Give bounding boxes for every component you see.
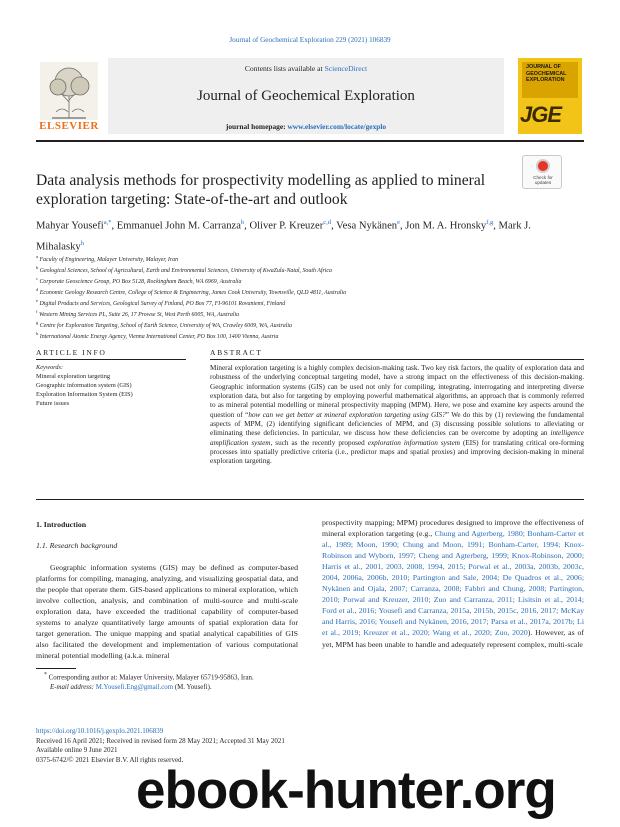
elsevier-logo[interactable] (36, 60, 102, 132)
article-title: Data analysis methods for prospectivity modelling as applied to mineral exploration targeting: State-of-the-art and outlook (36, 172, 486, 208)
abstract-part: (EIS) for translating critical ore-forming processes into spatially predictive criteria (i.e., predictor maps and spatial proxies) and improving decision-making in mineral exploration targeting. (210, 438, 584, 466)
copyright-line: 0375-6742/© 2021 Elsevier B.V. All rights reserved. (36, 755, 184, 764)
elsevier-tree-icon (40, 62, 98, 120)
affiliation-key: f (36, 309, 38, 315)
author-sep: , (111, 220, 117, 232)
received-dates: Received 16 April 2021; Received in revised form 28 May 2021; Accepted 31 May 2021 (36, 736, 285, 745)
author-sup[interactable]: c,d (323, 219, 332, 226)
homepage-link[interactable]: www.elsevier.com/locate/gexplo (287, 122, 387, 131)
masthead-rule (36, 140, 584, 142)
affiliation-text: Corporate Geoscience Group, PO Box 5128, Rockingham Beach, WA 6969, Australia (39, 279, 242, 286)
abstract-bottom-rule (36, 499, 584, 500)
journal-title[interactable]: Journal of Geochemical Exploration (197, 88, 415, 104)
abstract-question: how can we get better at mineral exploration targeting using GIS? (248, 410, 446, 419)
author-sep: , (331, 220, 337, 232)
affiliation-key: a (36, 254, 38, 259)
cover-title: JOURNAL OF GEOCHEMICAL EXPLORATION (526, 64, 567, 84)
affiliation-item (36, 319, 584, 330)
email-label: E-mail address: (50, 684, 96, 692)
footnote-rule (36, 668, 76, 669)
intro-right-paragraph (322, 517, 584, 650)
author-name[interactable]: Oliver P. Kreuzer (249, 220, 324, 232)
affiliation-item (36, 308, 584, 319)
sciencedirect-link[interactable]: ScienceDirect (324, 64, 368, 73)
abstract-part: Mineral exploration targeting is a highly complex decision-making task. Two key risk factors, the quality of exploration data and robustness of the underlying conceptual targeting model, have a strong impact on the effectiveness of this decision-making. Geographic information systems (GIS) can be used not only for compiling, integrating, interrogating and interpreting diverse exploration data, but also for targeting by employing powerful mathematical algorithms, an approach that is commonly referred to as mineral potential modelling or mineral prospectivity mapping (MPM). Here, we pose and examine key aspects around the question of “ (210, 364, 584, 419)
keyword-item: Geographic information system (GIS) (36, 381, 132, 389)
author-name[interactable]: Emmanuel John M. Carranza (116, 220, 241, 232)
affiliation-item (36, 264, 584, 275)
crossmark-label (523, 175, 563, 186)
cover-abbrev: JGE (520, 102, 562, 127)
footnote-line (36, 671, 298, 683)
footnote-text: Corresponding author at: Malayer University, Malayer 65719-95863, Iran. (46, 674, 254, 682)
crossmark-label-2: updates (534, 180, 552, 186)
homepage-line (108, 122, 504, 131)
keywords-block (36, 364, 196, 409)
author-name[interactable]: Vesa Nykänen (336, 220, 398, 232)
crossmark-label-1: Check for (533, 175, 553, 180)
abstract-part: , such as the recently proposed (270, 438, 368, 447)
available-online: Available online 9 June 2021 (36, 746, 118, 755)
citation-links[interactable]: Chung and Agterberg, 1980; Bonham-Carter et al., 1989; Moon, 1990; Chung and Moon, 1991; Bonham-Carter, 1994; Knox-Robinson and Wyborn, 1997; Cheng and Agterberg, 1999; Knox-Robinson, 2000; Harris et al., 2001, 2003, 2008, 1994, 2015; Porwal et al., 2003a, 2003b, 2003c, 2004, 2006a, 2006b, 2010; Partington and Sale, 2004; De Quadros et al., 2006; Nykänen and Ojala, 2007; Carranza, 2008; Fabbri and Chung, 2008; Partington, 2010; Porwal and Kreuzer, 2010; Zuo and Carranza, 2011; Lisitsin et al., 2014; Ford et al., 2016; Yousefi and Carranza, 2015a, 2015b, 2015c, 2016, 2017; McKay and Harris, 2016; Yousefi and Nykänen, 2016, 2017; Parsa et al., 2017a, 2017b; Li et al., 2019; Kreuzer et al., 2020; Wang et al., 2020; Zuo, 2020 (322, 529, 584, 638)
author-sep: , (493, 220, 499, 232)
crossmark-button[interactable] (522, 155, 562, 189)
intro-left-paragraph: Geographic information systems (GIS) may be defined as computer-based platforms for compiling, managing, analyzing, and visualizing geospatial data, and the people that operate them. GIS-based applications to mineral exploration, which involve collection, analysis, and combination of multi-source and multi-scale exploration data, have exceeded the traditional capability of computer-based systems to analyze quantitatively large amounts of spatial exploration data for target generation. The unique mapping and spatial analytical capabilities of GIS also facilitated the development and implementation of various computational mineral potential modelling (a.k.a. mineral (36, 563, 298, 661)
journal-cover[interactable] (518, 58, 582, 134)
homepage-prefix: journal homepage: (225, 122, 288, 131)
elsevier-wordmark: ELSEVIER (39, 120, 99, 132)
intro-right-text: ). However, as of yet, MPM has been unable to handle and adequately represent complex, multi-scale (322, 628, 584, 649)
affiliation-list (36, 253, 584, 342)
affiliation-text: Digital Products and Services, Geological Survey of Finland, PO Box 77, FI-96101 Rovaniemi, Finland (39, 301, 286, 308)
affiliation-text: Economic Geology Research Centre, College of Science & Engineering, James Cook University, Townsville, QLD 4811, Australia (39, 290, 347, 297)
author-sep: , (399, 220, 406, 232)
section-heading: 1. Introduction (36, 520, 87, 529)
abstract-emphasis: intelligence amplification system (210, 429, 584, 447)
affiliation-item (36, 286, 584, 297)
affiliation-key: h (36, 331, 39, 337)
affiliation-text: Western Mining Services PL, Suite 26, 17 Prowse St, West Perth 6005, WA, Australia (38, 312, 240, 319)
author-sup[interactable]: a,* (103, 219, 112, 226)
affiliation-text: Geological Sciences, School of Agricultural, Earth and Environmental Sciences, University of KwaZulu-Natal, South Africa (39, 268, 332, 275)
abstract-text (210, 364, 584, 467)
abstract-heading: ABSTRACT (210, 348, 263, 357)
email-line (36, 683, 298, 693)
author-sup[interactable]: b (240, 219, 245, 226)
affiliation-key: e (36, 298, 38, 304)
author-sup[interactable]: f,g (486, 219, 494, 226)
email-suffix: (M. Yousefi). (173, 684, 212, 692)
subsection-heading: 1.1. Research background (36, 541, 118, 550)
keywords-heading: Keywords: (36, 364, 64, 371)
affiliation-text: Centre for Exploration Targeting, School of Earth Science, University of WA, Crawley 6009, WA, Australia (39, 323, 292, 330)
affiliation-item (36, 297, 584, 308)
crossmark-icon (536, 159, 550, 173)
keyword-item: Mineral exploration targeting (36, 372, 111, 380)
author-sup[interactable]: e (397, 219, 400, 226)
keyword-item: Future issues (36, 399, 70, 407)
author-name[interactable]: Jon M. A. Hronsky (405, 220, 487, 232)
running-head[interactable]: Journal of Geochemical Exploration 229 (2021) 106839 (229, 36, 391, 44)
author-list (36, 214, 556, 255)
affiliation-text: International Atomic Energy Agency, Vienna International Center, PO Box 100, 1400 Vienna, Austria (39, 334, 279, 341)
intro-right-text: prospectivity mapping; MPM) procedures designed to improve the effectiveness of mineral exploration targeting (e.g., (322, 518, 584, 539)
affiliation-key: b (36, 265, 39, 271)
author-name[interactable]: Mark J. Mihalasky (36, 220, 531, 253)
author-name[interactable]: Mahyar Yousefi (36, 220, 104, 232)
email-link[interactable]: M.Yousefi.Eng@gmail.com (95, 684, 174, 692)
affiliation-item (36, 330, 584, 341)
contents-line (108, 64, 504, 73)
affiliation-key: d (36, 287, 39, 293)
watermark: ebook-hunter.org (136, 761, 556, 820)
footnote-marker: * (44, 672, 47, 678)
affiliation-text: Faculty of Engineering, Malayer University, Malayer, Iran (39, 256, 179, 263)
affiliation-key: c (36, 276, 38, 282)
contents-prefix: Contents lists available at (244, 64, 325, 73)
article-info-rule (36, 359, 186, 360)
doi-link[interactable]: https://doi.org/10.1016/j.gexplo.2021.106839 (36, 727, 164, 735)
author-sup[interactable]: h (80, 239, 84, 247)
author-sep: , (244, 220, 250, 232)
abstract-part: ” We do this by (1) reviewing the fundamental aspects of MPM, (2) identifying significant deficiencies of MPM, and (3) discussing possible solutions to alleviating or eliminating these deficiencies. In particular, we discuss how these deficiencies can be overcome by adopting an (210, 410, 584, 438)
affiliation-item (36, 253, 584, 264)
affiliation-key: g (36, 320, 39, 326)
corresponding-author-footnote (36, 671, 298, 693)
article-info-heading: ARTICLE INFO (36, 348, 107, 357)
abstract-rule (210, 359, 584, 360)
abstract-emphasis: exploration information system (367, 438, 460, 447)
affiliation-item (36, 275, 584, 286)
keyword-item: Exploration Information System (EIS) (36, 390, 133, 398)
